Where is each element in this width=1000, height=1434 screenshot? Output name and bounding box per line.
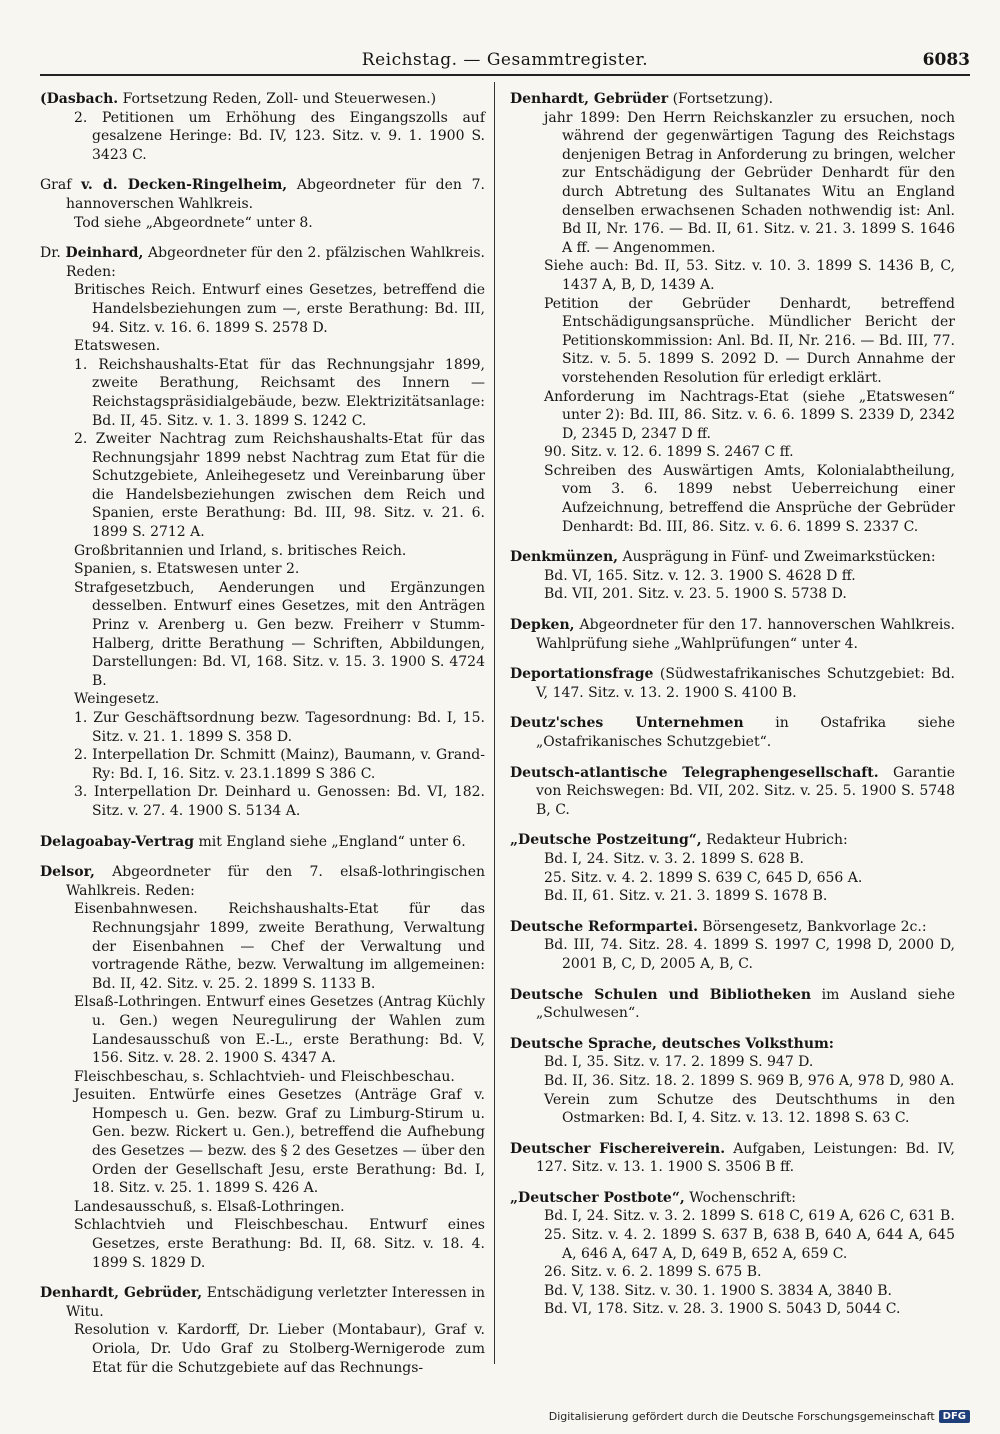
entry-line: 25. Sitz. v. 4. 2. 1899 S. 639 C, 645 D, 656 A. (544, 869, 863, 886)
index-entry (510, 1189, 955, 1319)
entry-description: Ausprägung in Fünf- und Zweimarkstücken: (618, 549, 936, 566)
entry-line: 1. Reichshaushalts-Etat für das Rechnungsjahr 1899, zweite Berathung, Reichsamt des Innern — Reichstagspräsidialgebäude, bezw. Elektrizitätsanlage: Bd. II, 45. Sitz. v. 1. 3. 1899 S. 1242 C. (74, 356, 485, 429)
entry-title: Delagoabay-Vertrag (40, 833, 194, 850)
entry-title: Denhardt, Gebrüder (510, 91, 669, 107)
entry-heading (40, 244, 485, 281)
entry-description: Abgeordneter für den 7. hannoverschen Wahlkreis. (66, 177, 486, 212)
entry-line: Bd. II, 61. Sitz. v. 21. 3. 1899 S. 1678 B. (544, 888, 828, 905)
index-entry (40, 833, 485, 852)
index-entry (510, 1140, 955, 1177)
entry-title: Deinhard, (65, 245, 144, 262)
index-entry (510, 665, 955, 702)
entry-description: Abgeordneter für den 2. pfälzischen Wahlkreis. Reden: (66, 245, 485, 280)
entry-line: Strafgesetzbuch, Aenderungen und Ergänzungen desselben. Entwurf eines Gesetzes, mit den Anträgen Prinz v. Arenberg u. Gen bezw. Freiherr v Stumm-Halberg, dritte Berathung — Schriften, Abbildungen, Darstellungen: Bd. VI, 168. Sitz. v. 15. 3. 1900 S. 4724 B. (74, 579, 485, 689)
index-entry (40, 244, 485, 820)
entry-line: jahr 1899: Den Herrn Reichskanzler zu ersuchen, noch während der gegenwärtigen Tagung des Reichstags denjenigen Betrag in Anforderung zu bringen, welcher zur Entschädigung der Gebrüder Denhardt für den durch Abtretung des Sultanates Witu an England denselben erwachsenen Schaden nothwendig ist: Anl. Bd II, Nr. 176. — Bd. II, 61. Sitz. v. 21. 3. 1899 S. 1646 A ff. — Angenommen. (544, 109, 955, 256)
entry-heading (510, 986, 955, 1023)
entry-line: Bd. I, 24. Sitz. v. 3. 2. 1899 S. 628 B. (544, 850, 805, 867)
index-entry (40, 863, 485, 1272)
dfg-logo-icon: DFG (939, 1410, 970, 1423)
index-entry (510, 764, 955, 820)
entry-title: Deutsche Schulen und Bibliotheken (510, 986, 812, 1003)
entry-title: Denkmünzen, (510, 549, 619, 566)
right-column (510, 90, 955, 1331)
entry-title: Deutz'sches Unternehmen (510, 715, 744, 732)
entry-line: Elsaß-Lothringen. Entwurf eines Gesetzes (Antrag Küchly u. Gen.) wegen Neuregulirung der Wahlen zum Landesausschuß von E.-L., erste Berathung: Bd. V, 156. Sitz. v. 28. 2. 1900 S. 4347 A. (74, 994, 485, 1067)
entry-heading (40, 833, 485, 852)
entry-title: Deutsche Reformpartei. (510, 918, 698, 935)
entry-line: Großbritannien und Irland, s. britisches Reich. (74, 542, 407, 559)
entry-line: Schreiben des Auswärtigen Amts, Kolonialabtheilung, vom 3. 6. 1899 nebst Ueberreichung einer Aufzeichnung, betreffend die Ansprüche der Gebrüder Denhardt: Bd. III, 86. Sitz. v. 6. 6. 1899 S. 2337 C. (544, 462, 955, 535)
entry-line: Siehe auch: Bd. II, 53. Sitz. v. 10. 3. 1899 S. 1436 B, C, 1437 A, B, D, 1439 A. (544, 258, 955, 293)
entry-line: Petition der Gebrüder Denhardt, betreffend Entschädigungsansprüche. Mündlicher Bericht der Petitionskommission: Anl. Bd. II, Nr. 216. — Bd. III, 77. Sitz. v. 5. 5. 1899 S. 2092 D. — Durch Annahme der vorstehenden Resolution für erledigt erklärt. (544, 295, 955, 386)
entry-prefix: Dr. (40, 245, 66, 262)
index-entry (510, 918, 955, 974)
entry-heading (510, 1035, 955, 1054)
entry-line: Anforderung im Nachtrags-Etat (siehe „Etatswesen“ unter 2): Bd. III, 86. Sitz. v. 6. 6. 1899 S. 2339 D, 2342 D, 2345 D, 2347 D ff. (544, 388, 955, 442)
entry-prefix: Graf (40, 177, 82, 194)
entry-line: 2. Interpellation Dr. Schmitt (Mainz), Baumann, v. Grand-Ry: Bd. I, 16. Sitz. v. 23.1.1899 S 386 C. (74, 747, 485, 782)
entry-title: Denhardt, Gebrüder, (40, 1285, 203, 1302)
entry-line: Etatswesen. (74, 338, 161, 355)
entry-heading (510, 665, 955, 702)
index-entry (510, 548, 955, 604)
entry-line: Weingesetz. (74, 691, 160, 708)
entry-line: Bd. VI, 178. Sitz. v. 28. 3. 1900 S. 5043 D, 5044 C. (544, 1301, 901, 1318)
entry-line: Bd. V, 138. Sitz. v. 30. 1. 1900 S. 3834 A, 3840 B. (544, 1282, 892, 1299)
index-entry (510, 1035, 955, 1128)
index-entry (40, 1284, 485, 1377)
entry-description: mit England siehe „England“ unter 6. (194, 833, 466, 850)
entry-description: (Fortsetzung). (668, 91, 774, 107)
entry-title: Depken, (510, 617, 575, 634)
entry-line: Tod siehe „Abgeordnete“ unter 8. (74, 214, 313, 231)
entry-line: Bd. II, 36. Sitz. 18. 2. 1899 S. 969 B, 976 A, 978 D, 980 A. (544, 1072, 955, 1089)
column-divider (494, 82, 495, 1364)
entry-heading (40, 176, 485, 213)
entry-heading (40, 90, 485, 109)
page-title: Reichstag. — Gesammtregister. (361, 50, 649, 70)
index-entry (510, 714, 955, 751)
entry-heading (40, 1284, 485, 1321)
entry-line: Bd. III, 74. Sitz. 28. 4. 1899 S. 1997 C, 1998 D, 2000 D, 2001 B, C, D, 2005 A, B, C. (544, 937, 955, 972)
entry-heading (510, 714, 955, 751)
entry-title: v. d. Decken-Ringelheim, (81, 177, 288, 194)
entry-heading (510, 831, 955, 850)
entry-line: Resolution v. Kardorff, Dr. Lieber (Montabaur), Graf v. Oriola, Dr. Udo Graf zu Stolberg-Wernigerode zum Etat für die Schutzgebiete auf das Rechnungs- (74, 1322, 485, 1376)
entry-title: Deutsch-atlantische Telegraphengesellschaft. (510, 764, 879, 781)
entry-line: Britisches Reich. Entwurf eines Gesetzes, betreffend die Handelsbeziehungen zum —, erste Berathung: Bd. III, 94. Sitz. v. 16. 6. 1899 S. 2578 D. (74, 282, 485, 336)
entry-line: 90. Sitz. v. 12. 6. 1899 S. 2467 C ff. (544, 444, 794, 461)
entry-description: Börsengesetz, Bankvorlage 2c.: (697, 918, 927, 935)
index-entry (510, 616, 955, 653)
index-entry (510, 986, 955, 1023)
entry-description: (Südwestafrikanisches Schutzgebiet: Bd. V, 147. Sitz. v. 13. 2. 1900 S. 4100 B. (536, 666, 955, 701)
entry-heading (510, 764, 955, 820)
entry-title: (Dasbach. (40, 91, 119, 107)
entry-line: Spanien, s. Etatswesen unter 2. (74, 561, 300, 578)
entry-heading (510, 1189, 955, 1208)
entry-line: Landesausschuß, s. Elsaß-Lothringen. (74, 1198, 345, 1215)
entry-line: Fleischbeschau, s. Schlachtvieh- und Fleischbeschau. (74, 1068, 455, 1085)
entry-line: Verein zum Schutze des Deutschthums in den Ostmarken: Bd. I, 4. Sitz. v. 13. 12. 1898 S. 63 C. (544, 1091, 955, 1127)
entry-line: 1. Zur Geschäftsordnung bezw. Tagesordnung: Bd. I, 15. Sitz. v. 21. 1. 1899 S. 358 D. (74, 710, 485, 745)
entry-description: Wochenschrift: (684, 1189, 796, 1206)
entry-line: 2. Zweiter Nachtrag zum Reichshaushalts-Etat für das Rechnungsjahr 1899 nebst Nachtrag zum Etat für die Schutzgebiete, Anleihegesetz und Vereinbarung über die Handelsbeziehungen zwischen dem Reich und Spanien, erste Berathung: Bd. III, 98. Sitz. v. 21. 6. 1899 S. 2712 A. (74, 431, 485, 541)
page-header (40, 50, 970, 76)
entry-heading (510, 90, 955, 109)
entry-heading (40, 863, 485, 900)
footer-text: Digitalisierung gefördert durch die Deutsche Forschungsgemeinschaft (548, 1410, 935, 1423)
entry-title: Delsor, (40, 864, 95, 881)
entry-description: Redakteur Hubrich: (701, 832, 848, 849)
index-entry (40, 176, 485, 232)
entry-title: Deutscher Fischereiverein. (510, 1140, 726, 1157)
entry-description: Fortsetzung Reden, Zoll- und Steuerwesen.) (118, 91, 437, 107)
entry-heading (510, 616, 955, 653)
entry-title: „Deutscher Postbote“, (510, 1189, 685, 1206)
entry-line: Schlachtvieh und Fleischbeschau. Entwurf eines Gesetzes, erste Berathung: Bd. II, 68. Sitz. v. 18. 4. 1899 S. 1829 D. (74, 1217, 485, 1271)
entry-line: 26. Sitz. v. 6. 2. 1899 S. 675 B. (544, 1264, 762, 1281)
entry-heading (510, 1140, 955, 1177)
left-column (40, 90, 485, 1389)
index-entry (510, 831, 955, 905)
entry-line: Eisenbahnwesen. Reichshaushalts-Etat für das Rechnungsjahr 1899, zweite Berathung, Verwaltung der Eisenbahnen — Chef der Verwaltung und vortragende Räthe, bezw. Verwaltung im allgemeinen: Bd. II, 42. Sitz. v. 25. 2. 1899 S. 1133 B. (74, 901, 485, 992)
entry-title: Deportationsfrage (510, 666, 654, 683)
entry-heading (510, 548, 955, 567)
page-footer (549, 1410, 970, 1423)
entry-line: Jesuiten. Entwürfe eines Gesetzes (Anträge Graf v. Hompesch u. Gen. bezw. Graf zu Limburg-Stirum u. Gen. bezw. Rickert u. Gen.), betreffend die Aufhebung des Gesetzes — bezw. des § 2 des Gesetzes — über den Orden der Gesellschaft Jesu, erste Berathung: Bd. I, 18. Sitz. v. 25. 1. 1899 S. 426 A. (74, 1087, 485, 1197)
entry-description: Entschädigung verletzter Interessen in Witu. (66, 1285, 485, 1320)
entry-description: im Ausland siehe „Schulwesen“. (536, 986, 956, 1022)
entry-description: Aufgaben, Leistungen: Bd. IV, 127. Sitz. v. 13. 1. 1900 S. 3506 B ff. (536, 1140, 956, 1176)
entry-title: „Deutsche Postzeitung“, (510, 832, 702, 849)
entry-line: Bd. I, 35. Sitz. v. 17. 2. 1899 S. 947 D. (544, 1054, 814, 1071)
entry-description: Abgeordneter für den 7. elsaß-lothringischen Wahlkreis. Reden: (66, 864, 485, 899)
entry-description: Abgeordneter für den 17. hannoverschen Wahlkreis. Wahlprüfung siehe „Wahlprüfungen“ unter 4. (536, 617, 955, 652)
entry-description: in Ostafrika siehe „Ostafrikanisches Schutzgebiet“. (536, 715, 955, 750)
entry-line: 3. Interpellation Dr. Deinhard u. Genossen: Bd. VI, 182. Sitz. v. 27. 4. 1900 S. 5134 A. (74, 784, 485, 819)
entry-line: 25. Sitz. v. 4. 2. 1899 S. 637 B, 638 B, 640 A, 644 A, 645 A, 646 A, 647 A, D, 649 B, 652 A, 659 C. (544, 1227, 955, 1262)
entry-description: Garantie von Reichswegen: Bd. VII, 202. Sitz. v. 25. 5. 1900 S. 5748 B, C. (536, 764, 955, 818)
entry-line: 2. Petitionen um Erhöhung des Eingangszolls auf gesalzene Heringe: Bd. IV, 123. Sitz. v. 9. 1. 1900 S. 3423 C. (74, 109, 485, 163)
entry-line: Bd. I, 24. Sitz. v. 3. 2. 1899 S. 618 C, 619 A, 626 C, 631 B. (544, 1208, 955, 1225)
page-number: 6083 (922, 50, 970, 70)
entry-line: Bd. VII, 201. Sitz. v. 23. 5. 1900 S. 5738 D. (544, 586, 847, 603)
entry-line: Bd. VI, 165. Sitz. v. 12. 3. 1900 S. 4628 D ff. (544, 567, 856, 584)
entry-title: Deutsche Sprache, deutsches Volksthum: (510, 1035, 834, 1052)
index-entry (40, 90, 485, 164)
entry-heading (510, 918, 955, 937)
index-entry (510, 90, 955, 536)
